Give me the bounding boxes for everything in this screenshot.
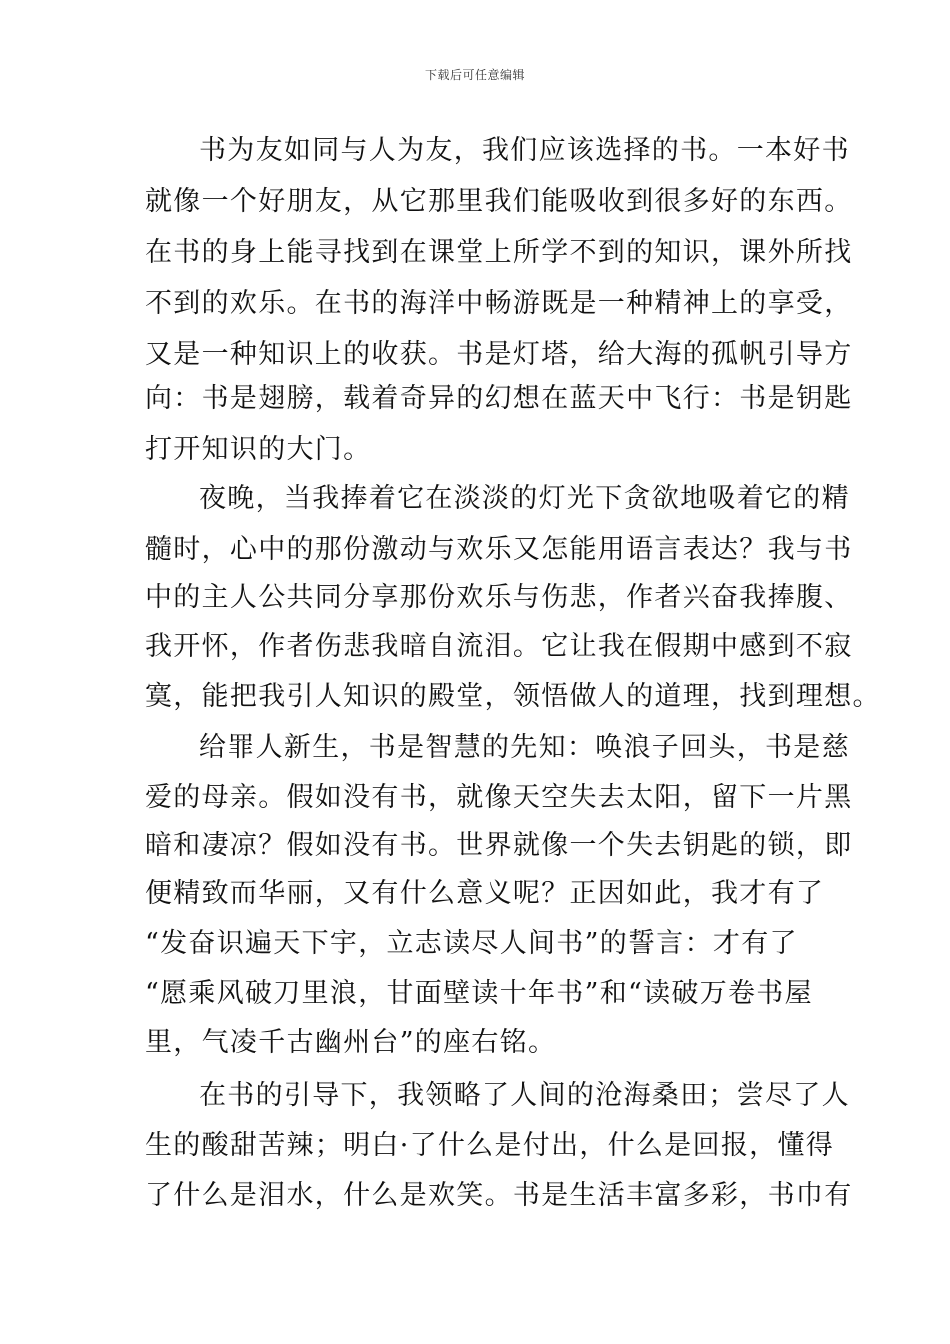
text-line: 在书的引导下，我领略了人间的沧海桑田；尝尽了人 — [199, 1080, 850, 1111]
text-line: 在书的身上能寻找到在课堂上所学不到的知识，课外所找 — [145, 237, 853, 268]
text-line: 我开怀，作者伤悲我暗自流泪。它让我在假期中感到不寂 — [145, 631, 853, 662]
text-line: 爱的母亲。假如没有书，就像天空失去太阳，留下一片黑 — [145, 782, 853, 813]
text-line: 书为友如同与人为友，我们应该选择的书。一本好书 — [199, 135, 850, 166]
text-line: 中的主人公共同分享那份欢乐与伤悲，作者兴奋我捧腹、 — [145, 582, 853, 613]
text-line: 给罪人新生，书是智慧的先知：唤浪子回头，书是慈 — [199, 732, 850, 763]
text-line: 向：书是翅膀，载着奇异的幻想在蓝天中飞行：书是钥匙 — [145, 383, 853, 414]
text-line: 不到的欢乐。在书的海洋中畅游既是一种精神上的享受， — [145, 288, 853, 319]
text-line: 打开知识的大门。 — [145, 434, 372, 465]
text-line: 了什么是泪水，什么是欢笑。书是生活丰富多彩，书巾有 — [145, 1180, 853, 1211]
text-line: 寞，能把我引人知识的殿堂，领悟做人的道理，找到理想。 — [145, 681, 881, 712]
text-line: 生的酸甜苦辣；明白·了什么是付出，什么是回报，懂得 — [145, 1130, 835, 1161]
page-header: 下载后可任意编辑 — [424, 68, 525, 82]
text-line: 暗和凄凉？假如没有书。世界就像一个失去钥匙的锁，即 — [145, 830, 853, 861]
text-line: 髓时，心中的那份激动与欢乐又怎能用语言表达？我与书 — [145, 534, 853, 565]
text-line: 便精致而华丽，又有什么意义呢？正因如此，我才有了 — [145, 878, 825, 909]
text-line: 就像一个好朋友，从它那里我们能吸收到很多好的东西。 — [145, 186, 853, 217]
text-line: “发奋识遍天下宇，立志读尽人间书”的誓言：才有了 — [145, 928, 798, 959]
text-line: 里，气凌千古幽州台”的座右铭。 — [145, 1027, 557, 1058]
text-line: 夜晚，当我捧着它在淡淡的灯光下贪欲地吸着它的精 — [199, 483, 850, 514]
text-line: “愿乘风破刀里浪，甘面壁读十年书”和“读破万卷书屋 — [145, 978, 813, 1009]
text-line: 又是一种知识上的收获。书是灯塔，给大海的孤帆引导方 — [145, 339, 853, 370]
